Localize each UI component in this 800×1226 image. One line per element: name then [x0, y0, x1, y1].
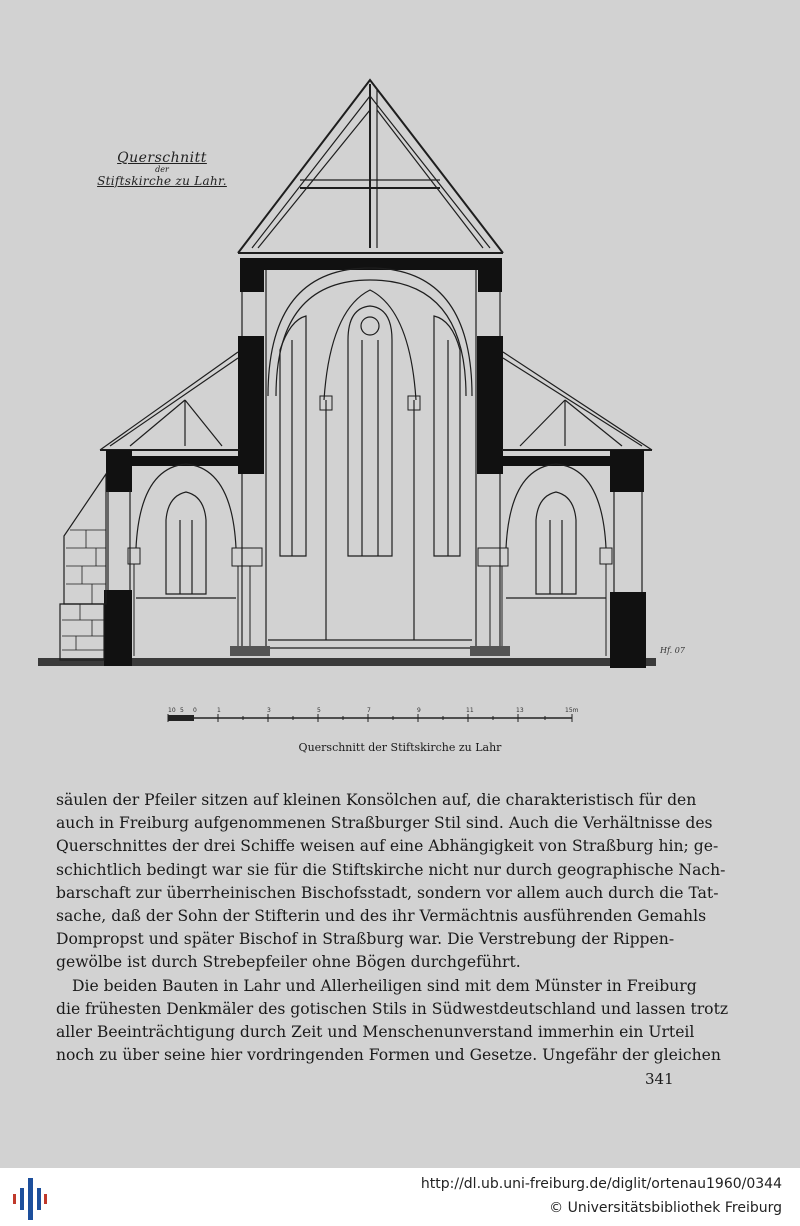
drawing-signature: Hf. 07 — [660, 646, 685, 655]
text-line: aller Beeinträchtigung durch Zeit und Menschenunverstand immerhin ein Urteil — [56, 1023, 695, 1042]
scale-bar — [168, 714, 572, 722]
scale-label: 7 — [367, 707, 371, 714]
scale-label: 1 — [217, 707, 221, 714]
text-line: noch zu über seine hier vordringenden Formen und Gesetze. Ungefähr der gleichen — [56, 1046, 721, 1065]
page-number: 341 — [645, 1070, 674, 1088]
scale-label: 3 — [267, 707, 271, 714]
text-line: Dompropst und später Bischof in Straßburg war. Die Verstrebung der Rippen- — [56, 930, 675, 949]
drawing-title-line3: Stiftskirche zu Lahr. — [97, 174, 227, 188]
text-line: Querschnittes der drei Schiffe weisen auf eine Abhängigkeit von Straßburg hin; ge- — [56, 837, 719, 856]
text-line: barschaft zur überrheinischen Bischofsstadt, sondern vor allem auch durch die Tat- — [56, 883, 719, 902]
text-line: schichtlich bedingt war sie für die Stiftskirche nicht nur durch geographische Nach- — [56, 860, 726, 879]
text-line: auch in Freiburg aufgenommenen Straßburger Stil sind. Auch die Verhältnisse des — [56, 814, 713, 833]
scale-label: 5 — [180, 707, 184, 714]
text-line: säulen der Pfeiler sitzen auf kleinen Konsölchen auf, die charakteristisch für den — [56, 791, 697, 809]
text-line: sache, daß der Sohn der Stifterin und des ihr Vermächtnis ausführenden Gemahls — [56, 907, 707, 926]
text-line: gewölbe ist durch Strebepfeiler ohne Bögen durchgeführt. — [56, 953, 521, 972]
text-line: die frühesten Denkmäler des gotischen Stils in Südwestdeutschland und lassen trotz — [56, 999, 729, 1018]
drawing-title-line2: der — [155, 165, 169, 174]
scale-label: 0 — [193, 707, 197, 714]
source-url[interactable]: http://dl.ub.uni-freiburg.de/diglit/ortenau1960/0344 — [420, 1176, 782, 1192]
scale-label: 5 — [317, 707, 321, 714]
scale-label: 10 — [168, 707, 176, 714]
drawing-title-line1: Querschnitt — [117, 150, 207, 166]
copyright-notice: © Universitätsbibliothek Freiburg — [549, 1200, 782, 1216]
body-text — [56, 789, 729, 1067]
scale-label: 13 — [516, 707, 524, 714]
text-line: Die beiden Bauten in Lahr und Allerheiligen sind mit dem Münster in Freiburg — [72, 976, 697, 995]
scale-label: 9 — [417, 707, 421, 714]
scale-label: 15m — [565, 707, 579, 714]
library-logo-icon — [10, 1178, 50, 1220]
footer-bar — [0, 1168, 800, 1226]
figure-caption: Querschnitt der Stiftskirche zu Lahr — [298, 741, 502, 754]
scale-label: 11 — [466, 707, 474, 714]
